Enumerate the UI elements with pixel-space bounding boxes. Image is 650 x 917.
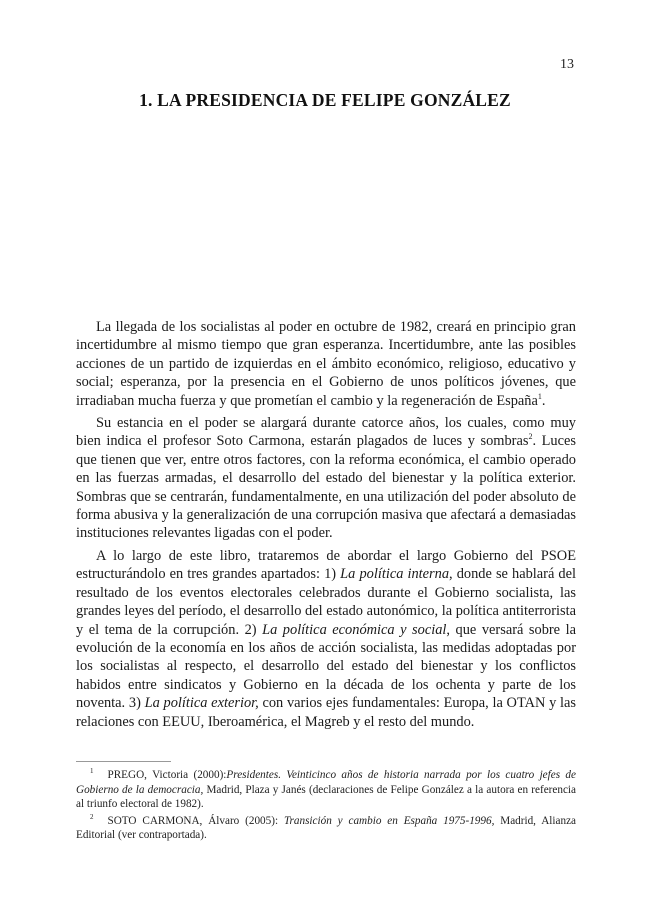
footnotes xyxy=(76,768,576,845)
footnote-text: Madrid, Alianza Editorial (ver contraportada). xyxy=(76,814,577,842)
footnote-title: Presidentes. Veinticinco años de historia narrada por los cuatro jefes de Gobierno de la democracia, xyxy=(76,769,576,796)
paragraph-text: . xyxy=(541,392,546,409)
paragraph-3 xyxy=(76,547,576,731)
body-text xyxy=(76,318,576,735)
paragraph-text: La llegada de los socialistas al poder en octubre de 1982, creará en principio gran incertidumbre al mismo tiempo que gran esperanza. Incertidumbre, ante las posibles acciones de un partido de izquierdas en el ámbito económico, religioso, educativo y social; esperanza, por la presencia en el Gobierno de unos políticos jóvenes, que irradiaban mucha fuerza y que prometían el cambio y la regeneración de España xyxy=(76,319,576,409)
chapter-title: 1. LA PRESIDENCIA DE FELIPE GONZÁLEZ xyxy=(139,90,511,110)
footnote-text: SOTO CARMONA, Álvaro (2005): xyxy=(107,814,284,827)
footnote-number: 1 xyxy=(90,767,94,776)
paragraph-text: A lo largo de este libro, trataremos de abordar el largo Gobierno del PSOE estructurándolo en tres grandes apartados: 1) xyxy=(76,547,576,583)
footnote-number: 2 xyxy=(90,813,94,822)
paragraph-text: Su estancia en el poder se alargará durante catorce años, los cuales, como muy bien indica el profesor Soto Carmona, estarán plagados de luces y sombras xyxy=(76,415,576,450)
italic-section-title: La política interna xyxy=(340,566,450,583)
footnote-title: Transición y cambio en España 1975-1996, xyxy=(283,814,495,827)
footnote-ref-1[interactable]: 1 xyxy=(537,391,542,401)
footnote-1 xyxy=(76,768,576,812)
paragraph-text: . Luces que tienen que ver, entre otros factores, con la reforma económica, el cambio operado en las fuerzas armadas, el desarrollo del estado del bienestar y la política exterior. Sombras que se centrarán, fundamentalmente, en una utilización del poder absoluto de forma abusiva y la generalización de una corrupción masiva que afectará a demasiadas instituciones relevantes ligadas con el poder. xyxy=(76,433,576,542)
paragraph-text: , donde se hablará del resultado de los eventos electorales celebrados durante el Gobierno socialista, las grandes leyes del período, el desarrollo del estado autonómico, la política antiterrorista y el tema de la corrupción. 2) xyxy=(76,566,576,638)
paragraph-1 xyxy=(76,318,576,410)
paragraph-text: con varios ejes fundamentales: Europa, la OTAN y las relaciones con EEUU, Iberoamérica, el Magreb y el resto del mundo. xyxy=(76,695,576,730)
italic-section-title: La política exterior, xyxy=(144,695,259,712)
footnote-rule xyxy=(76,761,171,762)
footnote-2 xyxy=(76,814,576,843)
page-number: 13 xyxy=(560,57,574,72)
paragraph-text: , que versará sobre la evolución de la economía en los años de acción socialista, las medidas adoptadas por los socialistas al respecto, el desarrollo del estado del bienestar y los conflictos habidos entre sindicatos y Gobierno en la década de los ochenta y parte de los noventa. 3) xyxy=(76,621,576,712)
footnote-ref-2[interactable]: 2 xyxy=(528,432,533,442)
footnote-text: Madrid, Plaza y Janés (declaraciones de Felipe González a la autora en referencia al triunfo electoral de 1982). xyxy=(76,783,576,811)
paragraph-2 xyxy=(76,414,576,543)
footnote-text: PREGO, Victoria (2000): xyxy=(107,769,227,781)
italic-section-title: La política económica y social xyxy=(262,621,447,638)
